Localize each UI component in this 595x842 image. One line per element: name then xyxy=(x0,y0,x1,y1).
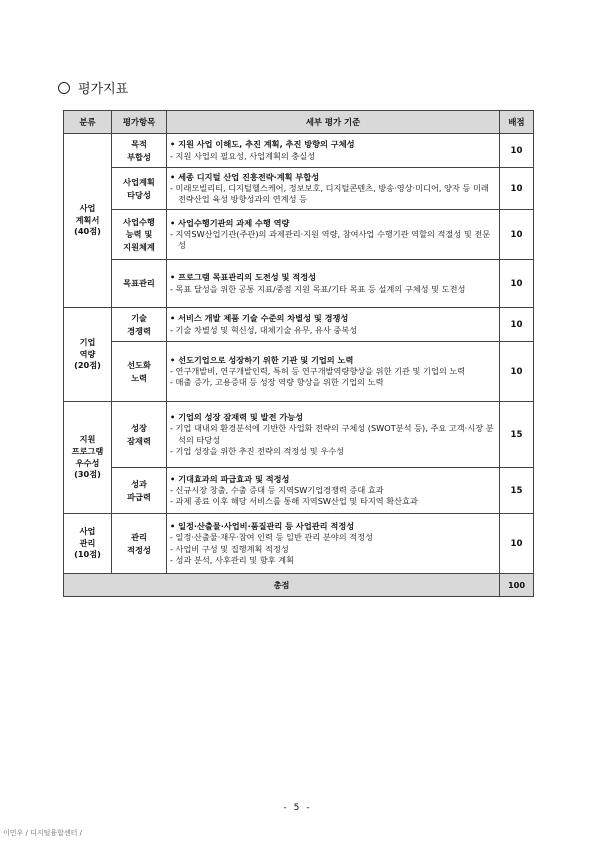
category-line: (10점) xyxy=(74,549,101,560)
category-line: 프로그램 xyxy=(71,445,104,456)
criteria-sub: - 연구개발비, 연구개발인력, 특허 등 연구개발역량향상을 위한 기관 및 기업의 노력 xyxy=(170,365,466,376)
category-cell xyxy=(64,308,112,402)
category-line: 사업 xyxy=(79,525,96,536)
item-name-line: 지원체계 xyxy=(123,241,155,252)
score-cell: 10 xyxy=(500,342,534,402)
header-criteria: 세부 평가 기준 xyxy=(167,111,500,134)
category-line: 사업 xyxy=(79,202,96,213)
header-category: 분류 xyxy=(64,111,112,134)
criteria-sub: - 지역SW산업기관(주관)의 과제관리·지원 역량, 참여사업 수행기관 역할의 적절성 및 전문성 xyxy=(170,228,491,251)
category-line: (30점) xyxy=(74,469,101,480)
item-name-line: 목적 xyxy=(131,139,147,150)
criteria-main: • 기대효과의 파급효과 및 적정성 xyxy=(170,473,290,484)
page-number: - 5 - xyxy=(283,803,312,813)
table-row xyxy=(64,342,534,402)
criteria-cell xyxy=(167,402,500,468)
item-name-line: 성과 xyxy=(131,479,147,490)
item-name-line: 성장 xyxy=(131,423,147,434)
criteria-main: • 세종 디지털 산업 진흥전략·계획 부합성 xyxy=(170,171,320,182)
item-name-line: 사업수행 xyxy=(123,217,155,228)
category-line: 계획서 xyxy=(75,214,100,225)
category-cell xyxy=(64,134,112,308)
header-score: 배점 xyxy=(500,111,534,134)
criteria-sub: - 성과 분석, 사후관리 및 향후 계획 xyxy=(170,554,294,565)
item-name-line: 기술 xyxy=(131,313,147,324)
item-name-line: 사업계획 xyxy=(123,177,155,188)
criteria-main: • 일정·산출물·사업비·품질관리 등 사업관리 적정성 xyxy=(170,521,355,532)
category-line: 기업 xyxy=(79,336,96,347)
category-cell xyxy=(64,514,112,574)
category-line: (20점) xyxy=(74,360,101,371)
criteria-main: • 프로그램 목표관리의 도전성 및 적정성 xyxy=(170,272,317,283)
table-row xyxy=(64,514,534,574)
score-cell: 10 xyxy=(500,514,534,574)
section-title: 평가지표 xyxy=(78,82,129,97)
item-cell xyxy=(112,308,167,342)
table-row xyxy=(64,134,534,168)
criteria-sub: - 신규시장 창출, 수출 증대 등 지역SW기업경쟁력 증대 효과 xyxy=(170,484,384,495)
footer-text: 이민우 / 디지털융합센터 / xyxy=(3,829,83,837)
table-header-row xyxy=(64,111,534,134)
score-cell: 10 xyxy=(500,260,534,308)
score-cell: 10 xyxy=(500,210,534,260)
table-row xyxy=(64,168,534,210)
table-row xyxy=(64,260,534,308)
criteria-sub: - 일정·산출물·재무·참여 인력 등 일반 관리 분야의 적정성 xyxy=(170,532,373,543)
total-row xyxy=(64,574,534,597)
item-cell xyxy=(112,168,167,210)
score-cell: 10 xyxy=(500,168,534,210)
table-body xyxy=(64,134,534,574)
criteria-cell xyxy=(167,308,500,342)
criteria-cell xyxy=(167,168,500,210)
criteria-sub: - 사업비 구성 및 집행계획 적정성 xyxy=(170,543,289,554)
criteria-sub: - 미래모빌리티, 디지털헬스케어, 정보보호, 디지털콘텐츠, 방송·영상·미디어, 양자 등 미래전략산업 육성 방향성과의 연계성 등 xyxy=(170,182,489,205)
criteria-cell xyxy=(167,514,500,574)
category-line: 역량 xyxy=(79,348,96,359)
item-name-line: 능력 및 xyxy=(125,229,153,240)
item-name-line: 부합성 xyxy=(127,151,151,162)
table-row xyxy=(64,308,534,342)
score-cell: 15 xyxy=(500,402,534,468)
criteria-sub: - 지원 사업의 필요성, 사업계획의 충실성 xyxy=(170,150,316,161)
item-name-line: 노력 xyxy=(131,372,147,383)
circle-bullet-icon xyxy=(58,82,70,94)
item-name-line: 적정성 xyxy=(127,544,151,555)
item-cell xyxy=(112,514,167,574)
criteria-sub: - 매출 증가, 고용증대 등 성장 역량 향상을 위한 기업의 노력 xyxy=(170,377,384,388)
item-name-line: 타당성 xyxy=(127,189,151,200)
category-line: (40점) xyxy=(74,226,101,237)
evaluation-table xyxy=(63,110,534,597)
criteria-main: • 선도기업으로 성장하기 위한 기관 및 기업의 노력 xyxy=(170,354,354,365)
item-name-line: 선도화 xyxy=(127,360,151,371)
category-line: 관리 xyxy=(79,537,96,548)
criteria-cell xyxy=(167,134,500,168)
item-cell xyxy=(112,342,167,402)
criteria-cell xyxy=(167,210,500,260)
item-name-line: 파급력 xyxy=(127,491,151,502)
item-name-line: 관리 xyxy=(131,532,147,543)
item-cell xyxy=(112,468,167,514)
item-cell xyxy=(112,402,167,468)
criteria-cell xyxy=(167,468,500,514)
table-row xyxy=(64,402,534,468)
criteria-cell xyxy=(167,260,500,308)
criteria-sub: - 과제 종료 이후 해당 서비스를 통해 지역SW산업 및 타지역 확산효과 xyxy=(170,496,418,507)
category-cell xyxy=(64,402,112,514)
item-name-line: 경쟁력 xyxy=(127,325,151,336)
criteria-main: • 사업수행기관의 과제 수행 역량 xyxy=(170,217,290,228)
criteria-main: • 지원 사업 이해도, 추진 계획, 추진 방향의 구체성 xyxy=(170,139,355,150)
criteria-main: • 기업의 성장 잠재력 및 발전 가능성 xyxy=(170,412,304,423)
category-line: 지원 xyxy=(79,433,96,444)
score-cell: 15 xyxy=(500,468,534,514)
criteria-sub: - 목표 달성을 위한 공통 지표/중점 지원 목표/기타 목표 등 설계의 구체성 및 도전성 xyxy=(170,283,466,294)
item-name-line: 잠재력 xyxy=(127,435,151,446)
criteria-main: • 서비스 개발 제품 기술 수준의 차별성 및 경쟁성 xyxy=(170,313,349,324)
table-row xyxy=(64,210,534,260)
category-line: 우수성 xyxy=(75,457,100,468)
header-item: 평가항목 xyxy=(112,111,167,134)
criteria-cell xyxy=(167,342,500,402)
criteria-sub: - 기업 대내외 환경분석에 기반한 사업화 전략의 구체성 (SWOT분석 등), 주요 고객·시장 분석의 타당성 xyxy=(170,423,494,445)
item-cell xyxy=(112,134,167,168)
total-label: 총점 xyxy=(64,574,500,597)
score-cell: 10 xyxy=(500,308,534,342)
section-heading xyxy=(58,78,128,97)
item-name-line: 목표관리 xyxy=(123,278,155,289)
table-row xyxy=(64,468,534,514)
item-cell xyxy=(112,210,167,260)
total-score: 100 xyxy=(500,574,534,597)
criteria-sub: - 기업 성장을 위한 추진 전략의 적정성 및 우수성 xyxy=(170,445,345,456)
item-cell xyxy=(112,260,167,308)
score-cell: 10 xyxy=(500,134,534,168)
criteria-sub: - 기술 차별성 및 혁신성, 대체기술 유무, 유사 중복성 xyxy=(170,324,358,335)
